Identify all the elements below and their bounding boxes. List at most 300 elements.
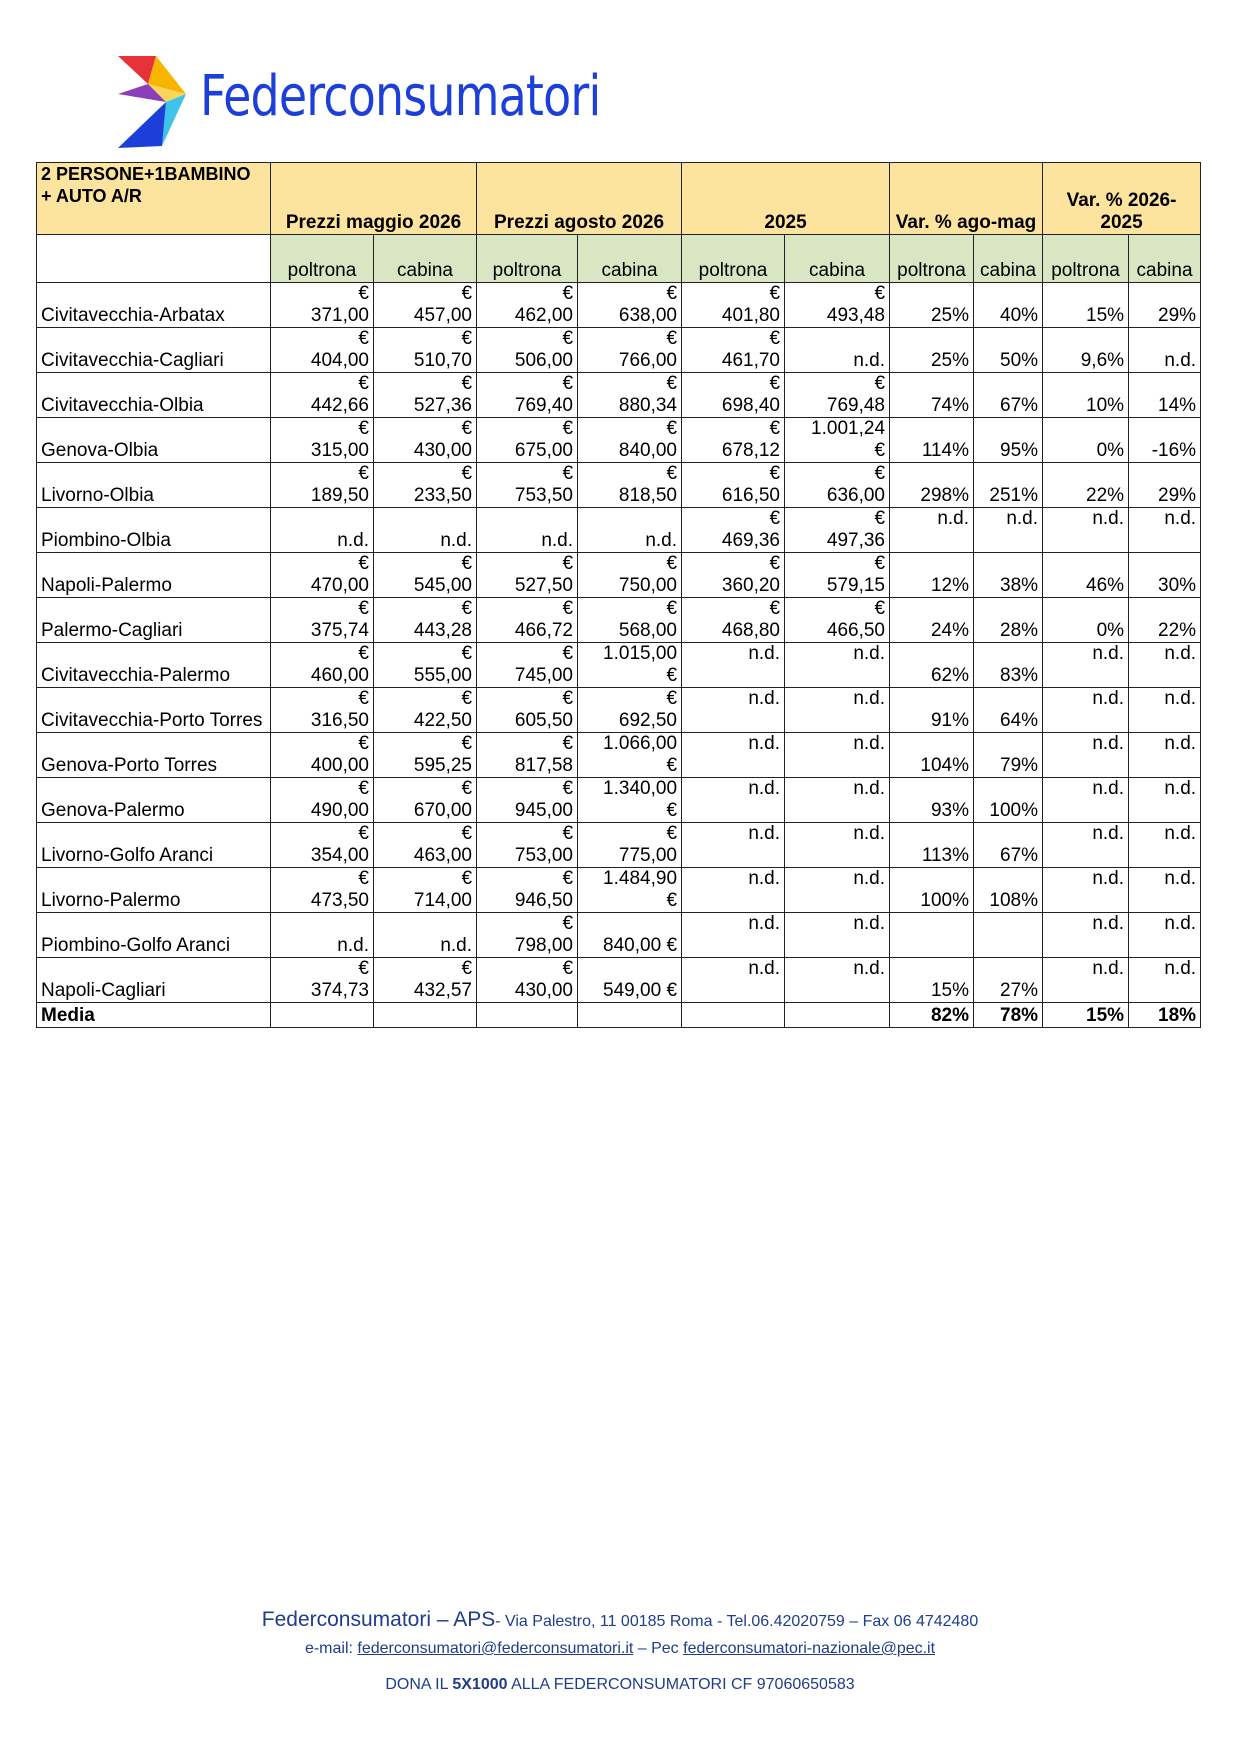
media-value: 82% <box>890 1003 974 1028</box>
cell-top-text <box>978 598 1038 620</box>
value-cell <box>271 823 374 868</box>
cell-bottom-text: 678,12 <box>721 440 781 461</box>
cell-bottom-text <box>686 980 780 1002</box>
value-cell <box>682 598 785 643</box>
cell-top-text: € <box>461 823 473 844</box>
value-cell <box>890 463 974 508</box>
media-value <box>477 1003 578 1028</box>
value-cell <box>374 373 477 418</box>
value-cell <box>477 373 578 418</box>
value-cell <box>785 283 890 328</box>
value-cell <box>1129 598 1201 643</box>
cell-top-text: € <box>461 958 473 979</box>
value-cell <box>271 868 374 913</box>
value-cell <box>682 868 785 913</box>
cell-bottom-text: 22% <box>1086 485 1125 506</box>
subheader-cabina: cabina <box>785 235 890 283</box>
value-cell <box>890 913 974 958</box>
cell-top-text <box>978 463 1038 485</box>
cell-bottom-text: 461,70 <box>721 350 781 371</box>
value-cell <box>477 643 578 688</box>
value-cell <box>974 553 1043 598</box>
cell-bottom-text: 401,80 <box>721 305 781 326</box>
cell-top-text: € <box>874 463 886 484</box>
value-cell <box>890 643 974 688</box>
cell-bottom-text: 108% <box>989 890 1039 911</box>
cell-bottom-text: 568,00 <box>618 620 678 641</box>
value-cell <box>374 643 477 688</box>
cell-top-text: n.d. <box>1092 688 1125 709</box>
value-cell <box>682 688 785 733</box>
cell-top-text <box>582 508 677 530</box>
footer-dona-bold: 5X1000 <box>452 1676 508 1693</box>
cell-top-text: 1.484,90 <box>603 868 678 889</box>
cell-bottom-text: 430,00 <box>413 440 473 461</box>
table-row <box>37 508 1201 553</box>
cell-top-text: € <box>461 373 473 394</box>
media-value: 18% <box>1129 1003 1201 1028</box>
cell-top-text: € <box>461 328 473 349</box>
cell-top-text <box>1047 553 1124 575</box>
cell-top-text: € <box>666 373 678 394</box>
cell-top-text: n.d. <box>1092 868 1125 889</box>
value-cell <box>1043 778 1129 823</box>
value-cell <box>578 868 682 913</box>
cell-bottom-text: 93% <box>930 800 970 821</box>
cell-top-text: € <box>562 643 574 664</box>
cell-bottom-text: -16% <box>1151 440 1197 461</box>
cell-top-text <box>894 373 969 395</box>
cell-top-text: € <box>666 823 678 844</box>
footer-pec-link[interactable]: federconsumatori-nazionale@pec.it <box>683 1640 936 1657</box>
cell-bottom-text: 189,50 <box>310 485 369 506</box>
cell-top-text: € <box>666 463 678 484</box>
subheader-poltrona: poltrona <box>1043 235 1129 283</box>
cell-top-text: n.d. <box>853 913 886 934</box>
value-cell <box>374 598 477 643</box>
footer-line-contacts <box>0 1640 1240 1658</box>
cell-top-text: n.d. <box>748 913 781 934</box>
cell-top-text <box>894 598 969 620</box>
cell-top-text <box>275 913 369 935</box>
cell-top-text: n.d. <box>748 823 781 844</box>
cell-top-text: € <box>358 958 369 979</box>
cell-bottom-text <box>686 665 780 687</box>
group-header-maggio: Prezzi maggio 2026 <box>271 163 477 235</box>
cell-bottom-text: 510,70 <box>413 350 473 371</box>
cell-top-text: € <box>562 688 574 709</box>
cell-bottom-text: 10% <box>1086 395 1125 416</box>
cell-bottom-text: 15% <box>1086 305 1125 326</box>
cell-bottom-text: 769,40 <box>514 395 574 416</box>
value-cell <box>374 283 477 328</box>
value-cell <box>271 913 374 958</box>
value-cell <box>374 778 477 823</box>
cell-bottom-text: n.d. <box>337 935 369 956</box>
cell-top-text: € <box>358 373 369 394</box>
route-cell: Civitavecchia-Porto Torres <box>37 688 271 733</box>
cell-top-text: n.d. <box>748 958 781 979</box>
value-cell <box>785 868 890 913</box>
cell-bottom-text: 15% <box>930 980 970 1001</box>
cell-top-text: € <box>562 553 574 574</box>
cell-top-text <box>978 373 1038 395</box>
cell-top-text <box>1133 328 1196 350</box>
value-cell <box>682 733 785 778</box>
cell-bottom-text: 50% <box>1000 350 1039 371</box>
table-row <box>37 283 1201 328</box>
table-row <box>37 958 1201 1003</box>
value-cell <box>890 418 974 463</box>
cell-top-text: € <box>769 598 781 619</box>
table-row <box>37 598 1201 643</box>
cell-top-text <box>978 643 1038 665</box>
cell-bottom-text: 62% <box>930 665 970 686</box>
cell-top-text: € <box>358 823 369 844</box>
route-cell: Napoli-Palermo <box>37 553 271 598</box>
cell-top-text: € <box>358 778 369 799</box>
cell-bottom-text: € <box>666 800 678 821</box>
cell-bottom-text: 233,50 <box>413 485 473 506</box>
cell-top-text: € <box>874 283 886 304</box>
cell-top-text <box>978 283 1038 305</box>
value-cell <box>271 463 374 508</box>
value-cell <box>974 643 1043 688</box>
value-cell <box>974 823 1043 868</box>
cell-bottom-text: 555,00 <box>413 665 473 686</box>
value-cell <box>271 688 374 733</box>
value-cell <box>682 778 785 823</box>
cell-bottom-text <box>686 800 780 822</box>
cell-top-text <box>978 958 1038 980</box>
cell-bottom-text: 775,00 <box>618 845 678 866</box>
value-cell <box>1043 508 1129 553</box>
table-row <box>37 733 1201 778</box>
cell-top-text: n.d. <box>1164 958 1197 979</box>
subheader-poltrona: poltrona <box>682 235 785 283</box>
value-cell <box>890 508 974 553</box>
cell-bottom-text: 29% <box>1158 485 1197 506</box>
value-cell <box>682 463 785 508</box>
value-cell <box>374 553 477 598</box>
cell-bottom-text: 638,00 <box>618 305 678 326</box>
value-cell <box>271 418 374 463</box>
route-cell: Genova-Olbia <box>37 418 271 463</box>
cell-bottom-text <box>894 530 969 552</box>
value-cell <box>785 508 890 553</box>
value-cell <box>682 643 785 688</box>
value-cell <box>1129 508 1201 553</box>
value-cell <box>890 598 974 643</box>
cell-bottom-text: 880,34 <box>618 395 678 416</box>
cell-bottom-text <box>1047 800 1124 822</box>
table-row <box>37 418 1201 463</box>
cell-top-text: € <box>461 463 473 484</box>
value-cell <box>682 373 785 418</box>
group-header-agosto: Prezzi agosto 2026 <box>477 163 682 235</box>
cell-bottom-text: 527,50 <box>514 575 574 596</box>
footer-email-link[interactable]: federconsumatori@federconsumatori.it <box>357 1640 634 1657</box>
cell-bottom-text: € <box>666 890 678 911</box>
cell-bottom-text: 698,40 <box>721 395 781 416</box>
value-cell <box>578 778 682 823</box>
cell-top-text: n.d. <box>1092 778 1125 799</box>
value-cell <box>271 733 374 778</box>
media-row <box>37 1003 1201 1028</box>
cell-top-text: € <box>358 868 369 889</box>
cell-bottom-text: 74% <box>930 395 970 416</box>
cell-top-text: n.d. <box>1164 733 1197 754</box>
value-cell <box>1129 868 1201 913</box>
cell-bottom-text: 817,58 <box>514 755 574 776</box>
cell-bottom-text: 466,50 <box>826 620 886 641</box>
cell-top-text: n.d. <box>748 688 781 709</box>
value-cell <box>374 913 477 958</box>
subheader-cabina: cabina <box>1129 235 1201 283</box>
cell-bottom-text: 463,00 <box>413 845 473 866</box>
cell-top-text: € <box>562 373 574 394</box>
cell-bottom-text: 375,74 <box>310 620 369 641</box>
cell-bottom-text: n.d. <box>440 530 473 551</box>
cell-top-text: € <box>358 688 369 709</box>
cell-top-text <box>1047 373 1124 395</box>
subheader-cabina: cabina <box>974 235 1043 283</box>
cell-top-text: € <box>562 823 574 844</box>
cell-top-text <box>1133 598 1196 620</box>
cell-bottom-text: € <box>666 755 678 776</box>
value-cell <box>974 688 1043 733</box>
cell-top-text: n.d. <box>1092 913 1125 934</box>
cell-top-text <box>894 823 969 845</box>
value-cell <box>477 823 578 868</box>
logo <box>118 56 601 152</box>
cell-bottom-text: 506,00 <box>514 350 574 371</box>
cell-bottom-text: n.d. <box>337 530 369 551</box>
value-cell <box>477 553 578 598</box>
value-cell <box>578 328 682 373</box>
footer-email-label: e-mail: <box>304 1640 358 1657</box>
value-cell <box>1129 643 1201 688</box>
value-cell <box>477 778 578 823</box>
cell-bottom-text: 675,00 <box>514 440 574 461</box>
cell-bottom-text <box>1133 980 1196 1002</box>
value-cell <box>1043 913 1129 958</box>
cell-top-text: n.d. <box>748 778 781 799</box>
value-cell <box>974 508 1043 553</box>
cell-bottom-text: 579,15 <box>826 575 886 596</box>
logo-text: Federconsumatori <box>200 64 601 129</box>
cell-bottom-text: 83% <box>1000 665 1039 686</box>
cell-bottom-text: 766,00 <box>618 350 678 371</box>
cell-top-text: € <box>358 283 369 304</box>
value-cell <box>974 598 1043 643</box>
cell-bottom-text: 12% <box>930 575 970 596</box>
cell-bottom-text: 91% <box>930 710 970 731</box>
cell-bottom-text: 750,00 <box>618 575 678 596</box>
cell-bottom-text: 430,00 <box>514 980 574 1001</box>
cell-bottom-text <box>789 935 885 957</box>
media-value: 15% <box>1043 1003 1129 1028</box>
cell-top-text <box>1047 418 1124 440</box>
cell-bottom-text: 0% <box>1096 620 1125 641</box>
cell-bottom-text <box>1133 890 1196 912</box>
cell-top-text <box>978 913 1038 935</box>
value-cell <box>682 823 785 868</box>
cell-bottom-text: 400,00 <box>310 755 369 776</box>
cell-top-text: € <box>769 373 781 394</box>
value-cell <box>271 373 374 418</box>
value-cell <box>477 463 578 508</box>
cell-bottom-text: 354,00 <box>310 845 369 866</box>
cell-bottom-text: 79% <box>1000 755 1039 776</box>
value-cell <box>1129 463 1201 508</box>
cell-bottom-text: 946,50 <box>514 890 574 911</box>
cell-top-text: € <box>874 553 886 574</box>
cell-bottom-text: 753,50 <box>514 485 574 506</box>
cell-bottom-text <box>1047 665 1124 687</box>
cell-top-text: n.d. <box>1164 508 1197 529</box>
cell-top-text <box>978 778 1038 800</box>
cell-bottom-text: 25% <box>930 350 970 371</box>
value-cell <box>578 823 682 868</box>
value-cell <box>785 778 890 823</box>
value-cell <box>477 418 578 463</box>
cell-bottom-text: 473,50 <box>310 890 369 911</box>
cell-bottom-text: 692,50 <box>618 710 678 731</box>
cell-top-text: 1.340,00 <box>603 778 678 799</box>
cell-top-text: n.d. <box>1164 823 1197 844</box>
cell-top-text: n.d. <box>748 643 781 664</box>
footer-line-dona <box>0 1676 1240 1694</box>
value-cell <box>974 778 1043 823</box>
cell-bottom-text: 468,80 <box>721 620 781 641</box>
cell-bottom-text <box>1133 755 1196 777</box>
value-cell <box>477 958 578 1003</box>
value-cell <box>682 913 785 958</box>
cell-bottom-text: 422,50 <box>413 710 473 731</box>
route-cell: Livorno-Golfo Aranci <box>37 823 271 868</box>
cell-top-text: n.d. <box>853 733 886 754</box>
cell-bottom-text: 64% <box>1000 710 1039 731</box>
cell-top-text: n.d. <box>853 643 886 664</box>
cell-bottom-text: 753,00 <box>514 845 574 866</box>
value-cell <box>785 643 890 688</box>
cell-bottom-text: 527,36 <box>413 395 473 416</box>
value-cell <box>374 688 477 733</box>
table-row <box>37 373 1201 418</box>
cell-top-text: n.d. <box>1092 733 1125 754</box>
cell-bottom-text: 100% <box>920 890 970 911</box>
cell-bottom-text <box>789 800 885 822</box>
cell-top-text: € <box>562 283 574 304</box>
cell-bottom-text <box>1133 845 1196 867</box>
cell-bottom-text: 636,00 <box>826 485 886 506</box>
value-cell <box>1129 418 1201 463</box>
cell-top-text: € <box>461 598 473 619</box>
route-cell: Civitavecchia-Cagliari <box>37 328 271 373</box>
value-cell <box>1129 328 1201 373</box>
cell-bottom-text: 360,20 <box>721 575 781 596</box>
cell-top-text <box>1133 418 1196 440</box>
value-cell <box>974 733 1043 778</box>
value-cell <box>477 913 578 958</box>
cell-top-text: n.d. <box>853 823 886 844</box>
cell-top-text: € <box>562 418 574 439</box>
cell-bottom-text: 769,48 <box>826 395 886 416</box>
cell-top-text <box>894 958 969 980</box>
cell-top-text <box>894 913 969 935</box>
value-cell <box>785 688 890 733</box>
cell-top-text: n.d. <box>748 868 781 889</box>
value-cell <box>1043 418 1129 463</box>
cell-bottom-text: 497,36 <box>826 530 886 551</box>
cell-top-text: € <box>769 553 781 574</box>
cell-top-text: € <box>769 463 781 484</box>
value-cell <box>682 508 785 553</box>
cell-bottom-text: 315,00 <box>310 440 369 461</box>
cell-top-text <box>1133 283 1196 305</box>
cell-bottom-text: 605,50 <box>514 710 574 731</box>
media-value <box>374 1003 477 1028</box>
cell-bottom-text: 469,36 <box>721 530 781 551</box>
cell-bottom-text: 29% <box>1158 305 1197 326</box>
cell-top-text <box>894 643 969 665</box>
cell-bottom-text: 316,50 <box>310 710 369 731</box>
cell-bottom-text: 714,00 <box>413 890 473 911</box>
cell-bottom-text: 493,48 <box>826 305 886 326</box>
cell-top-text: € <box>358 598 369 619</box>
cell-bottom-text: 46% <box>1086 575 1125 596</box>
value-cell <box>271 328 374 373</box>
cell-bottom-text: 460,00 <box>310 665 369 686</box>
route-cell: Civitavecchia-Arbatax <box>37 283 271 328</box>
cell-top-text: n.d. <box>1092 823 1125 844</box>
value-cell <box>578 418 682 463</box>
cell-bottom-text: 67% <box>1000 395 1039 416</box>
cell-top-text <box>978 688 1038 710</box>
cell-top-text: n.d. <box>1164 913 1197 934</box>
cell-bottom-text <box>686 845 780 867</box>
cell-bottom-text: n.d. <box>853 350 886 371</box>
media-value <box>785 1003 890 1028</box>
cell-top-text: € <box>358 553 369 574</box>
cell-bottom-text <box>686 890 780 912</box>
value-cell <box>477 733 578 778</box>
cell-top-text: n.d. <box>1006 508 1039 529</box>
cell-top-text <box>894 868 969 890</box>
footer-pec-label: – Pec <box>633 1640 684 1657</box>
cell-bottom-text <box>1133 935 1196 957</box>
value-cell <box>1129 373 1201 418</box>
cell-bottom-text: 0% <box>1096 440 1125 461</box>
cell-top-text <box>978 823 1038 845</box>
footer-address: - Via Palestro, 11 00185 Roma - Tel.06.42020759 – Fax 06 4742480 <box>495 1613 979 1630</box>
value-cell <box>578 688 682 733</box>
cell-bottom-text <box>686 935 780 957</box>
cell-bottom-text: 25% <box>930 305 970 326</box>
value-cell <box>890 283 974 328</box>
cell-bottom-text: 30% <box>1158 575 1197 596</box>
cell-bottom-text: 442,66 <box>310 395 369 416</box>
value-cell <box>374 868 477 913</box>
cell-bottom-text <box>1047 890 1124 912</box>
cell-top-text <box>275 508 369 530</box>
cell-top-text <box>582 958 677 980</box>
cell-bottom-text: 616,50 <box>721 485 781 506</box>
cell-bottom-text: 95% <box>1000 440 1039 461</box>
value-cell <box>374 418 477 463</box>
cell-bottom-text: 798,00 <box>514 935 574 956</box>
